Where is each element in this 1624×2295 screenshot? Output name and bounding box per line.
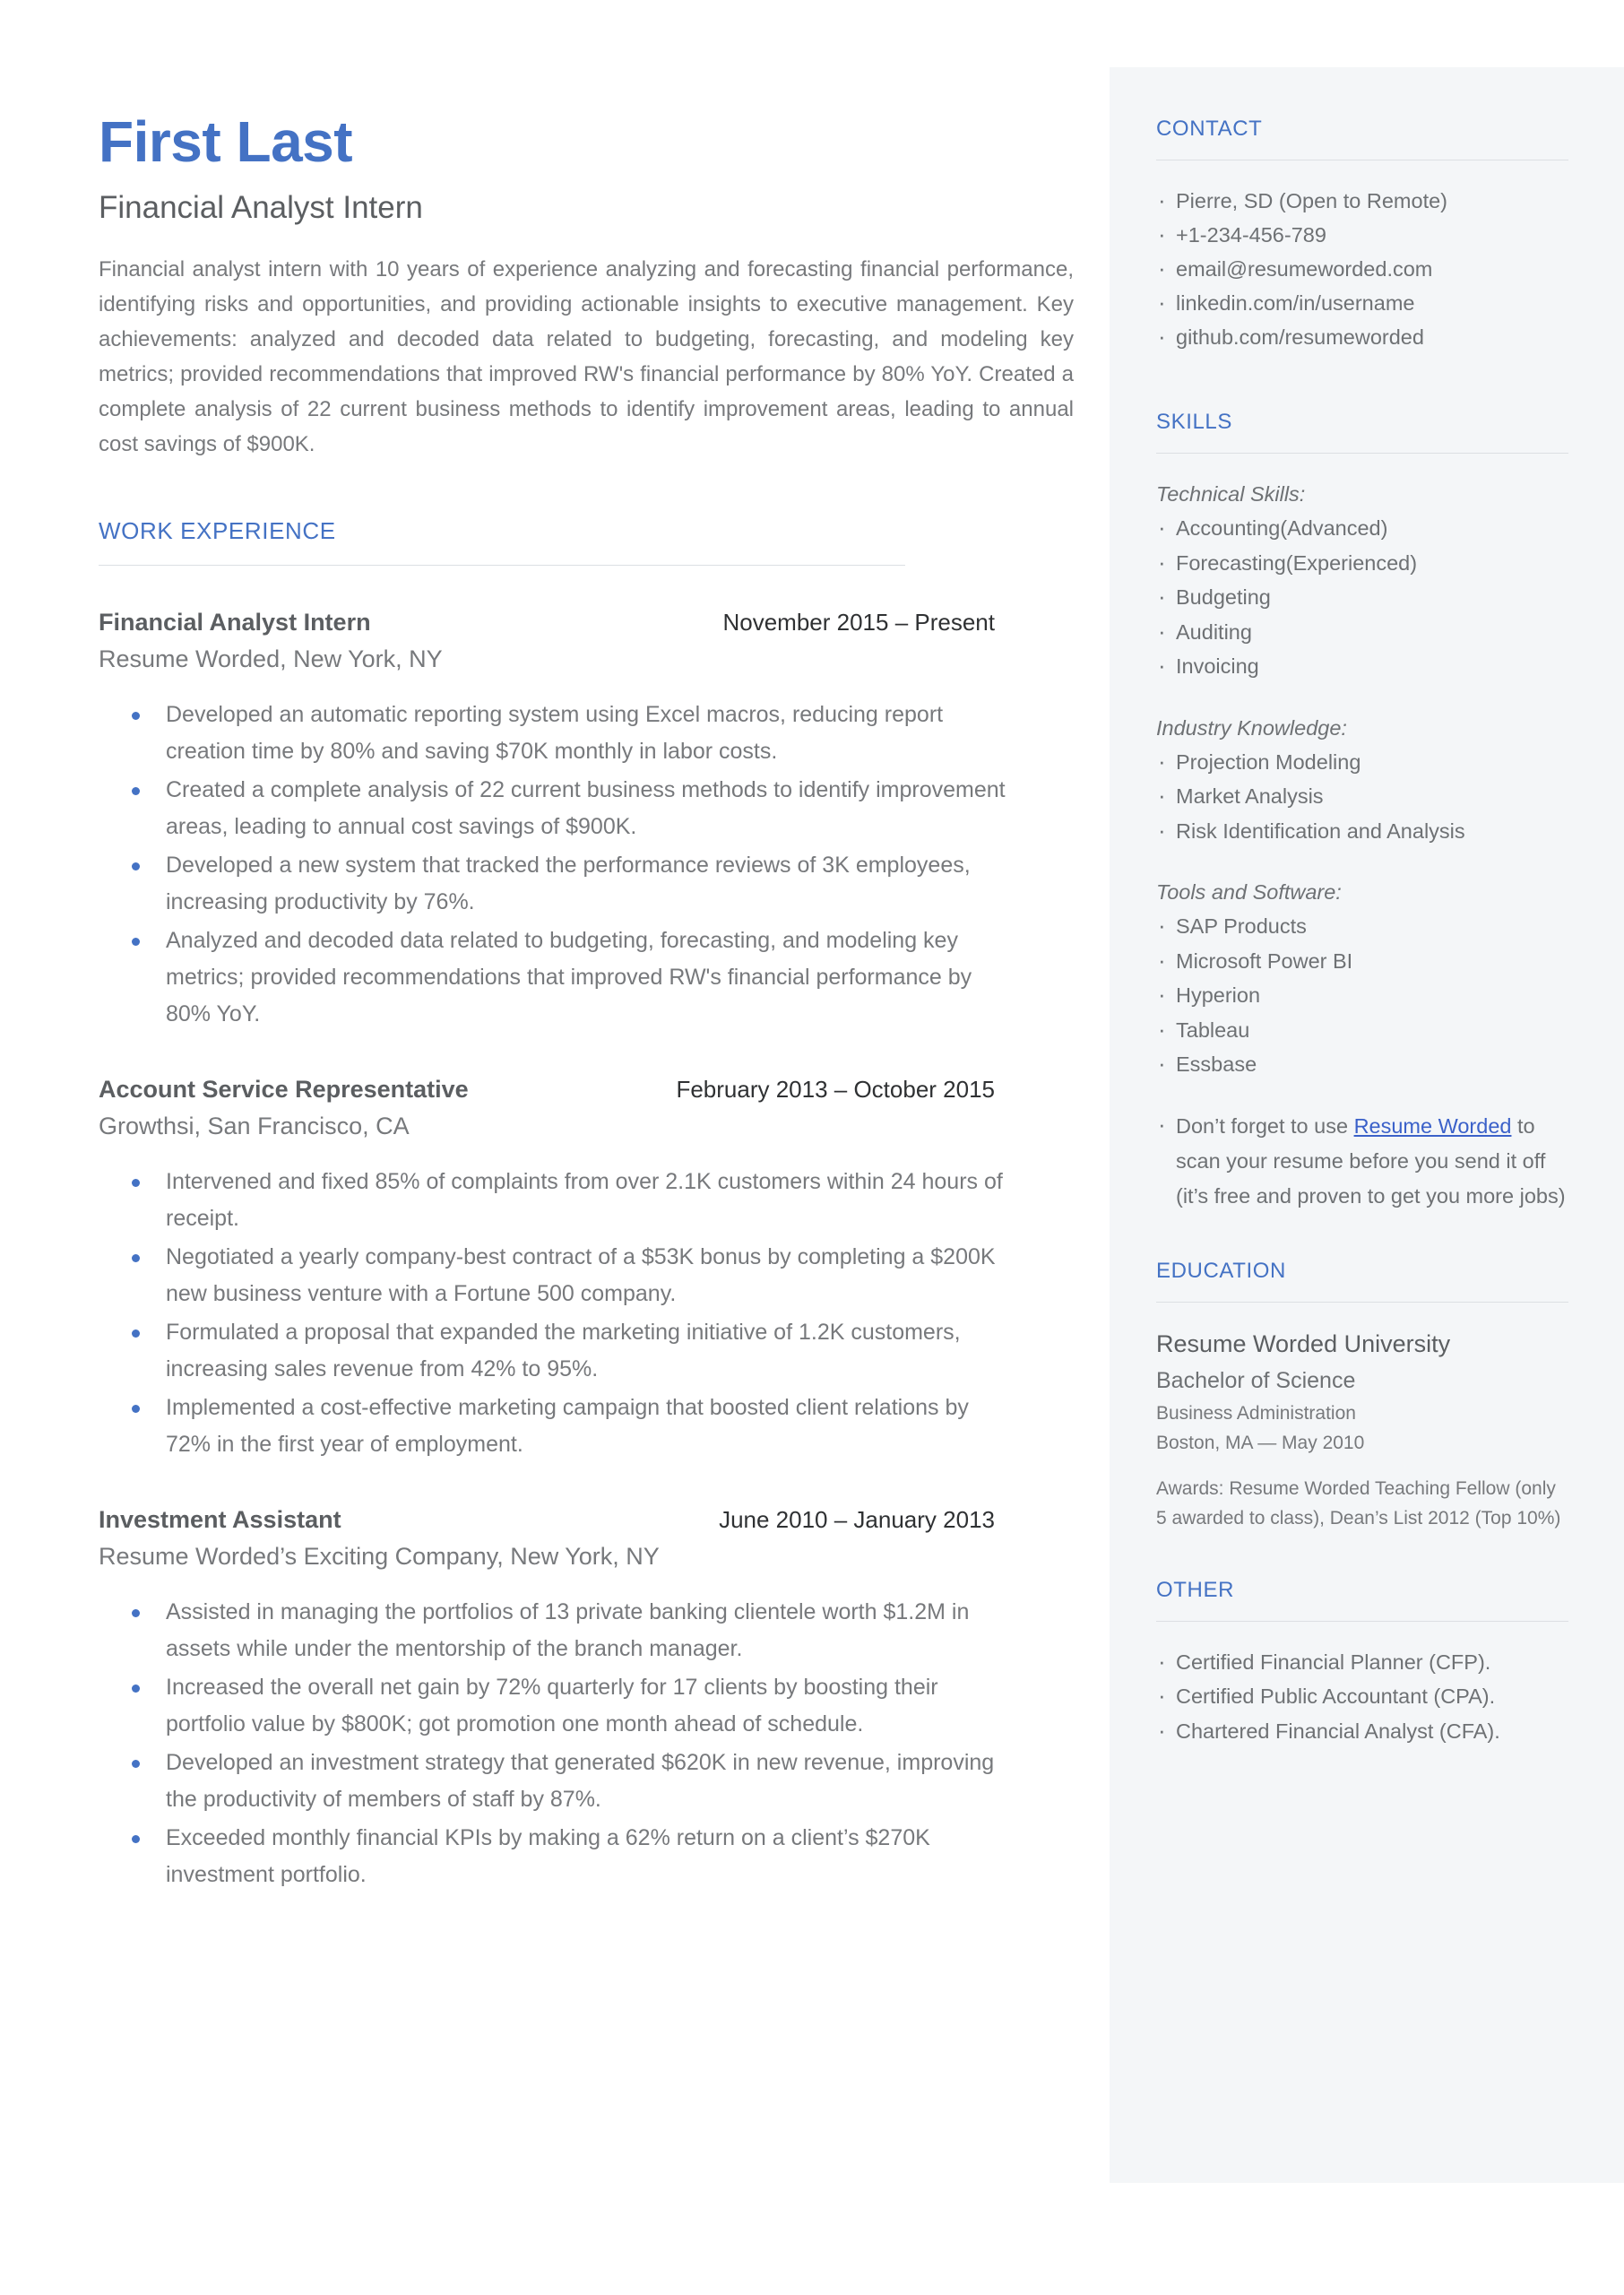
job-bullet: Assisted in managing the portfolios of 13 private banking clientele worth $1.2M in assets while under the mentorship of the branch manager.	[166, 1594, 1017, 1667]
job-dates: February 2013 – October 2015	[676, 1076, 995, 1103]
job-bullet: Implemented a cost-effective marketing campaign that boosted client relations by 72% in the first year of employment.	[166, 1390, 1017, 1463]
job-entry	[99, 1076, 1075, 1463]
job-header-row	[99, 609, 995, 637]
job-bullet: Negotiated a yearly company-best contract of a $53K bonus by completing a $200K new business venture with a Fortune 500 company.	[166, 1239, 1017, 1312]
spacer	[1156, 1214, 1568, 1259]
promo-text-after: to scan your resume before you send it off (it’s free and proven to get you more jobs)	[1176, 1113, 1566, 1208]
resume-main-column	[99, 108, 1075, 1895]
spacer	[1156, 848, 1568, 875]
contact-item-email[interactable]: · email@resumeworded.com	[1156, 252, 1568, 286]
job-bullet-list	[99, 1164, 1075, 1463]
contact-list	[1156, 184, 1568, 354]
contact-item-github[interactable]: · github.com/resumeworded	[1156, 320, 1568, 354]
section-divider-skills	[1156, 453, 1568, 454]
skill-item: · Forecasting(Experienced)	[1156, 546, 1568, 581]
job-title: Investment Assistant	[99, 1506, 341, 1533]
other-item: · Certified Financial Planner (CFP).	[1156, 1645, 1568, 1680]
section-divider-other	[1156, 1621, 1568, 1622]
section-heading-contact: CONTACT	[1156, 117, 1263, 141]
education-degree: Bachelor of Science	[1156, 1367, 1356, 1393]
skill-item: · SAP Products	[1156, 909, 1568, 944]
skill-item: · Risk Identification and Analysis	[1156, 814, 1568, 849]
resume-worded-promo	[1156, 1109, 1568, 1214]
job-bullet: Created a complete analysis of 22 current business methods to identify improvement areas, leading to annual cost savings of $900K.	[166, 772, 1017, 845]
contact-item-linkedin[interactable]: · linkedin.com/in/username	[1156, 286, 1568, 320]
skill-item: · Projection Modeling	[1156, 745, 1568, 780]
job-header-row	[99, 1076, 995, 1104]
job-dates: November 2015 – Present	[722, 609, 995, 636]
skills-list-technical	[1156, 511, 1568, 684]
section-heading-education: EDUCATION	[1156, 1258, 1286, 1283]
job-bullet: Analyzed and decoded data related to budgeting, forecasting, and modeling key metrics; provided recommendations that improved RW's financial performance by 80% YoY.	[166, 922, 1017, 1033]
skills-group-label-tools: Tools and Software:	[1156, 880, 1342, 904]
contact-item-phone[interactable]: · +1-234-456-789	[1156, 218, 1568, 252]
job-bullet-list	[99, 697, 1075, 1033]
skill-item: · Tableau	[1156, 1013, 1568, 1048]
other-item: · Chartered Financial Analyst (CFA).	[1156, 1714, 1568, 1749]
education-field: Business Administration	[1156, 1402, 1356, 1424]
job-bullet: Developed a new system that tracked the performance reviews of 3K employees, increasing productivity by 76%.	[166, 847, 1017, 921]
job-header-row	[99, 1506, 995, 1534]
skill-item: · Hyperion	[1156, 978, 1568, 1013]
job-bullet: Formulated a proposal that expanded the marketing initiative of 1.2K customers, increasing sales revenue from 42% to 95%.	[166, 1314, 1017, 1388]
skills-group-label-technical: Technical Skills:	[1156, 482, 1306, 506]
education-school: Resume Worded University	[1156, 1329, 1451, 1357]
contact-item-location: · Pierre, SD (Open to Remote)	[1156, 184, 1568, 218]
skills-group-label-industry: Industry Knowledge:	[1156, 715, 1347, 740]
job-entry	[99, 609, 1075, 1033]
education-location-date: Boston, MA — May 2010	[1156, 1432, 1365, 1453]
education-awards: Awards: Resume Worded Teaching Fellow (only 5 awarded to class), Dean’s List 2012 (Top 10%)	[1156, 1477, 1561, 1529]
skill-item: · Accounting(Advanced)	[1156, 511, 1568, 546]
section-divider-education	[1156, 1302, 1568, 1303]
resume-sidebar	[1110, 67, 1624, 2183]
skills-list-tools	[1156, 909, 1568, 1082]
skill-item: · Budgeting	[1156, 580, 1568, 615]
other-item: · Certified Public Accountant (CPA).	[1156, 1679, 1568, 1714]
job-title: Financial Analyst Intern	[99, 609, 371, 636]
skill-item: · Auditing	[1156, 615, 1568, 650]
spacer	[1156, 684, 1568, 711]
skill-item: · Essbase	[1156, 1047, 1568, 1082]
professional-summary: Financial analyst intern with 10 years of experience analyzing and forecasting financial performance, identifying risks and opportunities, and providing actionable insights to executive management. Key achievements: analyzed and decoded data related to budgeting, forecasting, and modeling key metrics; provided recommendations that improved RW's financial performance by 80% YoY. Created a complete analysis of 22 current business methods to identify improvement areas, leading to annual cost savings of $900K.	[99, 257, 1074, 456]
job-entry	[99, 1506, 1075, 1893]
job-bullet: Intervened and fixed 85% of complaints from over 2.1K customers within 24 hours of receipt.	[166, 1164, 1017, 1237]
resume-worded-link[interactable]: Resume Worded	[1353, 1113, 1512, 1138]
job-bullet: Developed an automatic reporting system using Excel macros, reducing report creation time by 80% and saving $70K monthly in labor costs.	[166, 697, 1017, 770]
section-heading-other: OTHER	[1156, 1577, 1234, 1602]
job-company-location: Growthsi, San Francisco, CA	[99, 1113, 410, 1139]
job-company-location: Resume Worded’s Exciting Company, New York, NY	[99, 1543, 660, 1570]
promo-text-before: Don’t forget to use	[1176, 1113, 1354, 1138]
section-heading-work-experience: WORK EXPERIENCE	[99, 517, 336, 544]
job-bullet: Developed an investment strategy that generated $620K in new revenue, improving the productivity of members of staff by 87%.	[166, 1745, 1017, 1818]
spacer	[1156, 354, 1568, 410]
job-bullet-list	[99, 1594, 1075, 1893]
job-bullet: Exceeded monthly financial KPIs by making a 62% return on a client’s $270K investment portfolio.	[166, 1820, 1017, 1893]
candidate-headline: Financial Analyst Intern	[99, 190, 423, 225]
job-company-location: Resume Worded, New York, NY	[99, 645, 443, 672]
job-dates: June 2010 – January 2013	[719, 1506, 995, 1533]
skills-list-industry	[1156, 745, 1568, 849]
other-list	[1156, 1645, 1568, 1749]
candidate-name: First Last	[99, 109, 353, 174]
skill-item: · Microsoft Power BI	[1156, 944, 1568, 979]
job-bullet: Increased the overall net gain by 72% quarterly for 17 clients by boosting their portfolio value by $800K; got promotion one month ahead of schedule.	[166, 1669, 1017, 1743]
section-divider-work-experience	[99, 565, 905, 566]
section-heading-skills: SKILLS	[1156, 410, 1232, 434]
skill-item: · Market Analysis	[1156, 779, 1568, 814]
skill-item: · Invoicing	[1156, 649, 1568, 684]
job-title: Account Service Representative	[99, 1076, 469, 1103]
spacer	[1156, 1533, 1568, 1578]
